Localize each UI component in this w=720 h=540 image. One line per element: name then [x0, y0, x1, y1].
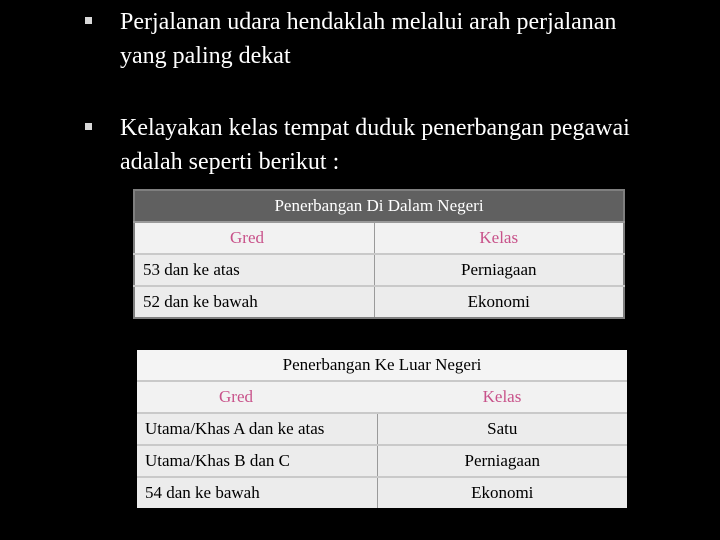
column-header-gred: Gred: [134, 222, 374, 254]
square-bullet-icon: [85, 17, 92, 24]
international-flight-table: [137, 350, 627, 508]
grade-cell: 52 dan ke bawah: [134, 286, 374, 318]
bullet-text: Perjalanan udara hendaklah melalui arah perjalanan yang paling dekat: [120, 9, 617, 69]
domestic-flight-table: [133, 189, 625, 319]
table-title: Penerbangan Di Dalam Negeri: [134, 190, 624, 222]
table-row: [137, 477, 627, 508]
class-cell: Ekonomi: [374, 286, 624, 318]
column-header-kelas: Kelas: [377, 381, 627, 413]
grade-cell: 53 dan ke atas: [134, 254, 374, 286]
bullet-item-seat-class: [85, 111, 645, 179]
column-header-gred: Gred: [137, 381, 377, 413]
class-cell: Satu: [377, 413, 627, 445]
table-row: [134, 286, 624, 318]
grade-cell: 54 dan ke bawah: [137, 477, 377, 508]
grade-cell: Utama/Khas B dan C: [137, 445, 377, 477]
bullet-item-route: [85, 5, 645, 73]
table-title: Penerbangan Ke Luar Negeri: [137, 350, 627, 381]
bullet-text: Kelayakan kelas tempat duduk penerbangan pegawai adalah seperti berikut :: [120, 115, 630, 175]
table-row: [134, 254, 624, 286]
table-row: [137, 445, 627, 477]
class-cell: Ekonomi: [377, 477, 627, 508]
class-cell: Perniagaan: [377, 445, 627, 477]
table-row: [137, 413, 627, 445]
column-header-kelas: Kelas: [374, 222, 624, 254]
class-cell: Perniagaan: [374, 254, 624, 286]
grade-cell: Utama/Khas A dan ke atas: [137, 413, 377, 445]
square-bullet-icon: [85, 123, 92, 130]
